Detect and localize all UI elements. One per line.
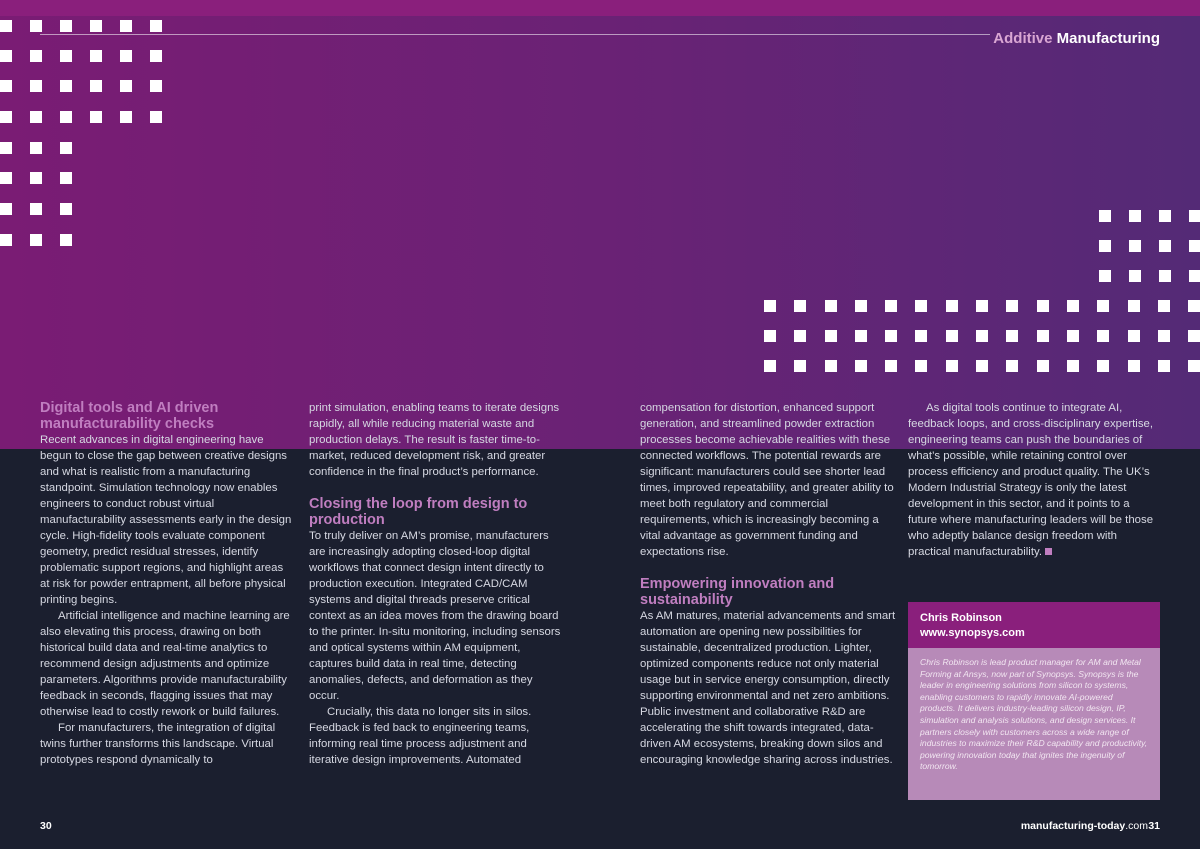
square-icon bbox=[0, 80, 12, 92]
square-icon bbox=[915, 300, 927, 312]
paragraph: print simulation, enabling teams to iterate designs rapidly, all while reducing material waste and production delays. The result is faster time-to-market, reduced development risk, and greater confidence in the final product’s performance. bbox=[309, 402, 560, 478]
square-icon bbox=[0, 172, 12, 184]
section-title bbox=[993, 30, 1160, 47]
square-icon bbox=[150, 50, 162, 62]
square-icon bbox=[1067, 300, 1079, 312]
square-icon bbox=[1006, 330, 1018, 342]
square-icon bbox=[885, 300, 897, 312]
square-icon bbox=[1099, 240, 1111, 252]
hero-top-band bbox=[0, 0, 1200, 16]
square-icon bbox=[1099, 210, 1111, 222]
square-icon bbox=[1159, 210, 1171, 222]
square-icon bbox=[1189, 240, 1200, 252]
square-icon bbox=[946, 300, 958, 312]
square-icon bbox=[120, 80, 132, 92]
author-bio-box bbox=[908, 602, 1160, 800]
square-icon bbox=[825, 300, 837, 312]
square-icon bbox=[120, 50, 132, 62]
paragraph: To truly deliver on AM’s promise, manufacturers are increasingly adopting closed-loop digital workflows that connect design intent directly to production execution. Integrated CAD/CAM systems and digital threads preserve critical context as an idea moves from the drawing board to the printer. In-situ monitoring, including sensors and optical systems within AM equipment, captures build data in real time, detecting anomalies, defects, and deformation as they occur. bbox=[309, 530, 561, 702]
square-icon bbox=[794, 330, 806, 342]
square-icon bbox=[0, 50, 12, 62]
square-icon bbox=[30, 50, 42, 62]
square-icon bbox=[0, 20, 12, 32]
square-icon bbox=[30, 142, 42, 154]
square-icon bbox=[30, 203, 42, 215]
square-icon bbox=[90, 80, 102, 92]
heading-closing-loop: Closing the loop from design to production bbox=[309, 496, 528, 528]
square-icon bbox=[1129, 210, 1141, 222]
square-icon bbox=[915, 360, 927, 372]
square-icon bbox=[1158, 330, 1170, 342]
square-icon bbox=[1097, 330, 1109, 342]
square-icon bbox=[0, 142, 12, 154]
article-column-1 bbox=[40, 400, 292, 768]
square-icon bbox=[1189, 210, 1200, 222]
square-icon bbox=[1006, 300, 1018, 312]
square-icon bbox=[764, 360, 776, 372]
page-number-right: 31 bbox=[1148, 820, 1160, 832]
square-icon bbox=[885, 360, 897, 372]
square-icon bbox=[825, 360, 837, 372]
end-mark-icon bbox=[1045, 548, 1052, 555]
square-icon bbox=[60, 111, 72, 123]
square-icon bbox=[60, 50, 72, 62]
site-tld: .com bbox=[1125, 820, 1148, 832]
bio-text: Chris Robinson is lead product manager for AM and Metal Forming at Ansys, now part of Synopsys. Synopsys is the leader in engineering solutions from silicon to systems, enabling customers to rapidly innovate AI-powered products. It delivers industry-leading silicon design, IP, simulation and analysis solutions, and design services. It partners closely with customers across a wide range of industries to maximize their R&D capability and productivity, powering innovation today that ignites the ingenuity of tomorrow. bbox=[908, 648, 1160, 800]
square-icon bbox=[1188, 330, 1200, 342]
square-icon bbox=[150, 111, 162, 123]
square-icon bbox=[976, 360, 988, 372]
paragraph: For manufacturers, the integration of digital twins further transforms this landscape. Virtual prototypes respond dynamically to bbox=[40, 722, 276, 766]
author-name: Chris Robinson bbox=[920, 612, 1002, 624]
section-title-prefix: Additive bbox=[993, 30, 1053, 47]
square-icon bbox=[60, 172, 72, 184]
square-icon bbox=[30, 111, 42, 123]
square-icon bbox=[150, 80, 162, 92]
square-icon bbox=[90, 111, 102, 123]
square-icon bbox=[30, 234, 42, 246]
square-icon bbox=[1158, 360, 1170, 372]
square-icon bbox=[1006, 360, 1018, 372]
article-column-4 bbox=[908, 400, 1160, 560]
paragraph: Crucially, this data no longer sits in silos. Feedback is fed back to engineering teams, informing real time process adjustment and iterative design improvements. Automated bbox=[309, 706, 532, 766]
square-icon bbox=[1159, 240, 1171, 252]
square-icon bbox=[764, 300, 776, 312]
square-icon bbox=[60, 80, 72, 92]
section-title-main: Manufacturing bbox=[1056, 30, 1160, 47]
paragraph: Artificial intelligence and machine learning are also elevating this process, drawing on both historical build data and real-time analytics to recommend design adjustments and optimize parameters. Algorithms provide manufacturability feedback in seconds, flagging issues that may otherwise lead to costly rework or build failures. bbox=[40, 610, 290, 718]
article-column-3 bbox=[640, 400, 898, 768]
square-icon bbox=[1037, 300, 1049, 312]
square-icon bbox=[1097, 360, 1109, 372]
square-icon bbox=[1128, 330, 1140, 342]
square-icon bbox=[120, 20, 132, 32]
square-icon bbox=[976, 330, 988, 342]
square-icon bbox=[794, 300, 806, 312]
square-icon bbox=[825, 330, 837, 342]
square-icon bbox=[855, 330, 867, 342]
paragraph: compensation for distortion, enhanced support generation, and streamlined powder extraction processes become achievable realities with these connected workflows. The potential rewards are significant: manufacturers could see shorter lead times, improved repeatability, and greater ability to meet both regulatory and commercial requirements, which is increasingly becoming a vital advantage as government funding and expectations rise. bbox=[640, 402, 894, 558]
square-icon bbox=[0, 111, 12, 123]
square-icon bbox=[60, 234, 72, 246]
square-icon bbox=[30, 172, 42, 184]
author-website: www.synopsys.com bbox=[920, 627, 1025, 639]
square-icon bbox=[1188, 300, 1200, 312]
square-icon bbox=[764, 330, 776, 342]
square-icon bbox=[0, 203, 12, 215]
bio-header bbox=[908, 602, 1160, 648]
square-icon bbox=[885, 330, 897, 342]
square-icon bbox=[60, 20, 72, 32]
square-icon bbox=[1099, 270, 1111, 282]
heading-empowering: Empowering innovation and sustainability bbox=[640, 576, 835, 608]
website-footer bbox=[1021, 820, 1148, 832]
paragraph: Recent advances in digital engineering have begun to close the gap between creative designs and what is realistic from a manufacturing standpoint. Simulation technology now enables engineers to conduct robust virtual manufacturability assessments early in the design cycle. High-fidelity tools evaluate component geometry, predict residual stresses, identify problematic support regions, and highlight areas at risk for powder entrapment, all before physical printing begins. bbox=[40, 434, 292, 606]
square-icon bbox=[1159, 270, 1171, 282]
square-icon bbox=[1158, 300, 1170, 312]
square-icon bbox=[976, 300, 988, 312]
closing-paragraph-text: As digital tools continue to integrate AI, feedback loops, and cross-disciplinary expertise, engineering teams can push the boundaries of what’s possible, while retaining control over process efficiency and product quality. The UK’s Modern Industrial Strategy is only the latest development in this sector, and it points to a future where manufacturing leaders will be those who adeptly balance design freedom with practical manufacturability. bbox=[908, 402, 1154, 558]
square-icon bbox=[1188, 360, 1200, 372]
square-icon bbox=[30, 80, 42, 92]
article-column-2 bbox=[309, 400, 561, 768]
square-icon bbox=[946, 330, 958, 342]
square-icon bbox=[946, 360, 958, 372]
square-icon bbox=[60, 142, 72, 154]
square-icon bbox=[1129, 270, 1141, 282]
square-icon bbox=[1128, 300, 1140, 312]
square-icon bbox=[1067, 330, 1079, 342]
site-name: manufacturing-today bbox=[1020, 820, 1126, 832]
square-icon bbox=[1037, 360, 1049, 372]
square-icon bbox=[90, 20, 102, 32]
square-icon bbox=[855, 360, 867, 372]
paragraph: As AM matures, material advancements and smart automation are opening new possibilities for sustainable, decentralized production. Lighter, optimized components reduce not only material usage but in service energy consumption, directly supporting environmental and net zero ambitions. Public investment and collaborative R&D are accelerating the shift towards integrated, data-driven AM ecosystems, breaking down silos and encouraging knowledge sharing across industries. bbox=[640, 610, 896, 766]
square-icon bbox=[794, 360, 806, 372]
square-icon bbox=[1067, 360, 1079, 372]
page-number-left: 30 bbox=[40, 820, 52, 832]
square-icon bbox=[30, 20, 42, 32]
square-icon bbox=[1037, 330, 1049, 342]
square-icon bbox=[1189, 270, 1200, 282]
square-icon bbox=[90, 50, 102, 62]
heading-digital-tools: Digital tools and AI driven manufacturability checks bbox=[40, 400, 219, 432]
square-icon bbox=[1129, 240, 1141, 252]
paragraph bbox=[908, 400, 1160, 560]
square-icon bbox=[855, 300, 867, 312]
square-icon bbox=[915, 330, 927, 342]
square-icon bbox=[0, 234, 12, 246]
square-icon bbox=[150, 20, 162, 32]
square-icon bbox=[60, 203, 72, 215]
header-rule bbox=[40, 34, 990, 35]
square-icon bbox=[1128, 360, 1140, 372]
square-icon bbox=[120, 111, 132, 123]
square-icon bbox=[1097, 300, 1109, 312]
